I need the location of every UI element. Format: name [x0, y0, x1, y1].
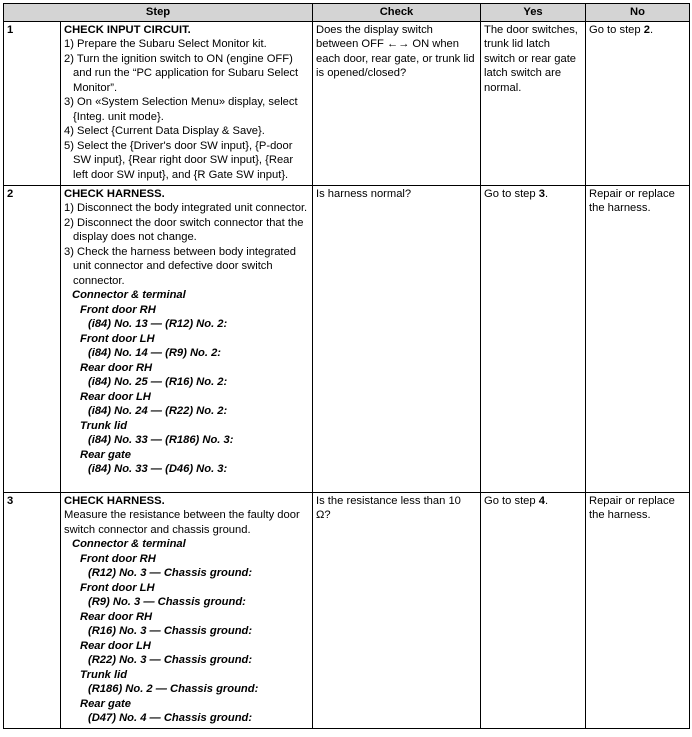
connector-location: Trunk lid [80, 419, 128, 432]
connector-location: Rear door LH [80, 390, 151, 403]
step-title: CHECK INPUT CIRCUIT. [64, 23, 191, 36]
header-no: No [586, 4, 690, 22]
go-to-step-link[interactable]: 3 [538, 187, 545, 200]
step-title: CHECK HARNESS. [64, 187, 165, 200]
step-title: CHECK HARNESS. [64, 494, 165, 507]
connector-location: Rear door RH [80, 610, 153, 623]
table-row [4, 21, 690, 185]
connector-location: Rear door LH [80, 639, 151, 652]
diagnostic-table [3, 3, 690, 729]
connector-location: Front door LH [80, 581, 155, 594]
header-yes: Yes [481, 4, 586, 22]
step-instruction: 3) Check the harness between body integrated unit connector and defective door switch connector. [64, 245, 296, 287]
check-cell: Is the resistance less than 10 Ω? [313, 492, 481, 728]
step-content [61, 492, 313, 728]
step-instruction: Measure the resistance between the faulty door switch connector and chassis ground. [64, 509, 300, 536]
check-cell: Is harness normal? [313, 185, 481, 492]
go-to-text: Go to step [484, 187, 539, 200]
header-check: Check [313, 4, 481, 22]
yes-cell [481, 492, 586, 728]
go-to-step-link[interactable]: 4 [538, 494, 545, 507]
step-instruction: 1) Disconnect the body integrated unit connector. [64, 202, 308, 214]
header-row [4, 4, 690, 22]
connector-terminal: (i84) No. 14 — (R9) No. 2: [88, 347, 222, 359]
step-instruction: 5) Select the {Driver's door SW input}, {P-door SW input}, {Rear right door SW input}, {Rear left door SW input}, and {R Gate SW input}. [64, 139, 294, 181]
connector-location: Rear door RH [80, 361, 153, 374]
connector-location: Front door RH [80, 303, 156, 316]
connector-terminal: (i84) No. 25 — (R16) No. 2: [88, 376, 228, 388]
connector-terminal: (R22) No. 3 — Chassis ground: [88, 654, 253, 666]
connector-terminal: (i84) No. 33 — (R186) No. 3: [88, 434, 234, 446]
connector-heading: Connector & terminal [72, 538, 186, 550]
table-row [4, 492, 690, 728]
go-to-suffix: . [649, 23, 654, 36]
yes-cell [481, 185, 586, 492]
step-content [61, 21, 313, 185]
no-cell [586, 21, 690, 185]
connector-terminal: (i84) No. 13 — (R12) No. 2: [88, 318, 228, 330]
connector-terminal: (R16) No. 3 — Chassis ground: [88, 625, 253, 637]
connector-heading: Connector & terminal [72, 289, 186, 301]
connector-location: Trunk lid [80, 668, 128, 681]
connector-terminal: (R186) No. 2 — Chassis ground: [88, 683, 259, 695]
yes-cell: The door switches, trunk lid latch switch or rear gate latch switch are normal. [481, 21, 586, 185]
check-cell: Does the display switch between OFF ←→ ON when each door, rear gate, or trunk lid is opened/closed? [313, 21, 481, 185]
header-step: Step [4, 4, 313, 22]
step-instruction: 4) Select {Current Data Display & Save}. [64, 125, 265, 137]
connector-location: Front door LH [80, 332, 155, 345]
connector-location: Front door RH [80, 552, 156, 565]
go-to-text: Go to step [484, 494, 539, 507]
connector-terminal: (R12) No. 3 — Chassis ground: [88, 567, 253, 579]
no-cell: Repair or replace the harness. [586, 185, 690, 492]
step-instruction: 2) Disconnect the door switch connector that the display does not change. [64, 216, 304, 243]
step-number: 2 [4, 185, 61, 492]
step-number: 3 [4, 492, 61, 728]
step-number: 1 [4, 21, 61, 185]
no-cell: Repair or replace the harness. [586, 492, 690, 728]
step-content [61, 185, 313, 492]
go-to-suffix: . [544, 494, 549, 507]
connector-location: Rear gate [80, 697, 131, 710]
go-to-step-link[interactable]: 2 [643, 23, 650, 36]
step-instruction: 1) Prepare the Subaru Select Monitor kit. [64, 38, 267, 50]
connector-terminal: (R9) No. 3 — Chassis ground: [88, 596, 246, 608]
connector-location: Rear gate [80, 448, 131, 461]
connector-terminal: (i84) No. 33 — (D46) No. 3: [88, 463, 228, 475]
table-row [4, 185, 690, 492]
step-instruction: 3) On «System Selection Menu» display, select {Integ. unit mode}. [64, 96, 298, 123]
go-to-text: Go to step [589, 23, 644, 36]
go-to-suffix: . [544, 187, 549, 200]
connector-terminal: (D47) No. 4 — Chassis ground: [88, 712, 253, 724]
connector-terminal: (i84) No. 24 — (R22) No. 2: [88, 405, 228, 417]
step-instruction: 2) Turn the ignition switch to ON (engine OFF) and run the “PC application for Subaru Select Monitor”. [64, 52, 299, 94]
